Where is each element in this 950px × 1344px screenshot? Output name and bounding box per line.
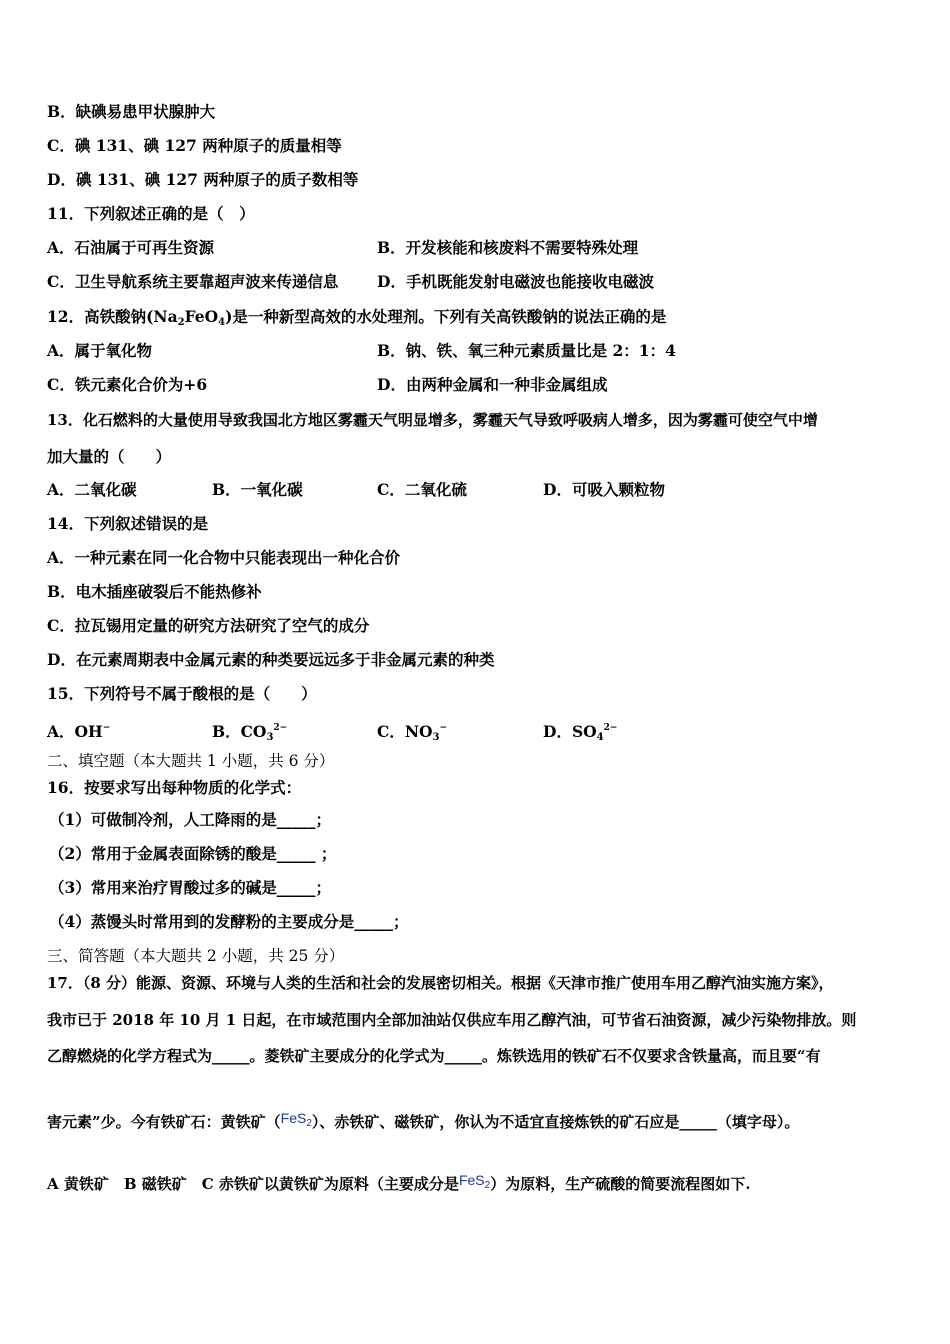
q15-stem: 15．下列符号不属于酸根的是（ ） [47,684,317,703]
q10-option-c: C．碘 131、碘 127 两种原子的质量相等 [47,136,342,155]
q14-option-c: C．拉瓦锡用定量的研究方法研究了空气的成分 [47,616,370,635]
q15-option-c: C．$NO_3^-$ [377,722,448,743]
q15-option-a: A．OH− [47,722,111,741]
q14-stem: 14．下列叙述错误的是 [47,514,209,533]
q11-option-d: D．手机既能发射电磁波也能接收电磁波 [377,272,654,291]
q16-part-2: （2）常用于金属表面除锈的酸是_____ ； [49,844,337,863]
q17-line-3: 乙醇燃烧的化学方程式为_____。菱铁矿主要成分的化学式为_____。炼铁选用的铁矿石不仅要求含铁量高，而且要“有 [47,1047,821,1065]
q17-line-4: 害元素”少。今有铁矿石：黄铁矿（FeS$_2$）、赤铁矿、磁铁矿，你认为不适宜直接炼铁的矿石应是_____（填字母）。 [47,1110,800,1131]
q17-line-1: 17．（8 分）能源、资源、环境与人类的生活和社会的发展密切相关。根据《天津市推广使用车用乙醇汽油实施方案》， [47,974,834,992]
q16-part-4: （4）蒸馒头时常用到的发酵粉的主要成分是_____； [49,912,409,931]
q16-part-3: （3）常用来治疗胃酸过多的碱是_____； [49,878,332,897]
q16-part-1: （1）可做制冷剂，人工降雨的是_____； [49,810,332,829]
q15-option-b: B．$CO_3^{2-}$ [212,722,288,743]
fes2-formula: FeS$_2$ [458,1172,491,1191]
q14-option-a: A．一种元素在同一化合物中只能表现出一种化合价 [47,548,401,567]
q11-option-c: C．卫生导航系统主要靠超声波来传递信息 [47,272,339,291]
q13-stem-line2: 加大量的（ ） [47,447,172,466]
q10-option-b: B．缺碘易患甲状腺肿大 [47,102,216,121]
q14-option-d: D．在元素周期表中金属元素的种类要远远多于非金属元素的种类 [47,650,495,669]
q17-line-2: 我市已于 2018 年 10 月 1 日起，在市域范围内全部加油站仅供应车用乙醇汽油，可节省石油资源，减少污染物排放。则 [47,1011,857,1029]
q13-stem-line1: 13．化石燃料的大量使用导致我国北方地区雾霾天气明显增多，雾霾天气导致呼吸病人增多，因为雾霾可使空气中增 [47,411,818,429]
section-short-answer-title: 三、简答题（本大题共 2 小题，共 25 分） [47,947,345,965]
q16-stem: 16．按要求写出每种物质的化学式： [47,778,302,797]
q12-option-d: D．由两种金属和一种非金属组成 [377,375,608,394]
q11-option-a: A．石油属于可再生资源 [47,238,215,257]
q15-option-d: D．$SO_4^{2-}$ [543,722,618,743]
q12-option-c: C．铁元素化合价为+6 [47,375,208,394]
q10-option-d: D．碘 131、碘 127 两种原子的质子数相等 [47,170,359,189]
q12-option-a: A．属于氧化物 [47,341,153,360]
q13-option-c: C．二氧化硫 [377,480,467,499]
q13-option-b: B．一氧化碳 [212,480,303,499]
q17-line-5: A 黄铁矿 B 磁铁矿 C 赤铁矿以黄铁矿为原料（主要成分是FeS$_2$）为原料，生产硫酸的简要流程图如下. [47,1172,751,1193]
section-fill-in-title: 二、填空题（本大题共 1 小题，共 6 分） [47,752,335,770]
q12-stem: 12．高铁酸钠$(Na_2FeO_4)$是一种新型高效的水处理剂。下列有关高铁酸钠的说法正确的是 [47,307,667,328]
q11-stem: 11．下列叙述正确的是（ ） [47,204,255,223]
q11-option-b: B．开发核能和核废料不需要特殊处理 [377,238,639,257]
q12-option-b: B．钠、铁、氧三种元素质量比是 2：1：4 [377,341,676,360]
q14-option-b: B．电木插座破裂后不能热修补 [47,582,262,601]
q13-option-d: D．可吸入颗粒物 [543,480,665,499]
q13-option-a: A．二氧化碳 [47,480,137,499]
fes2-formula: FeS$_2$ [280,1110,312,1129]
